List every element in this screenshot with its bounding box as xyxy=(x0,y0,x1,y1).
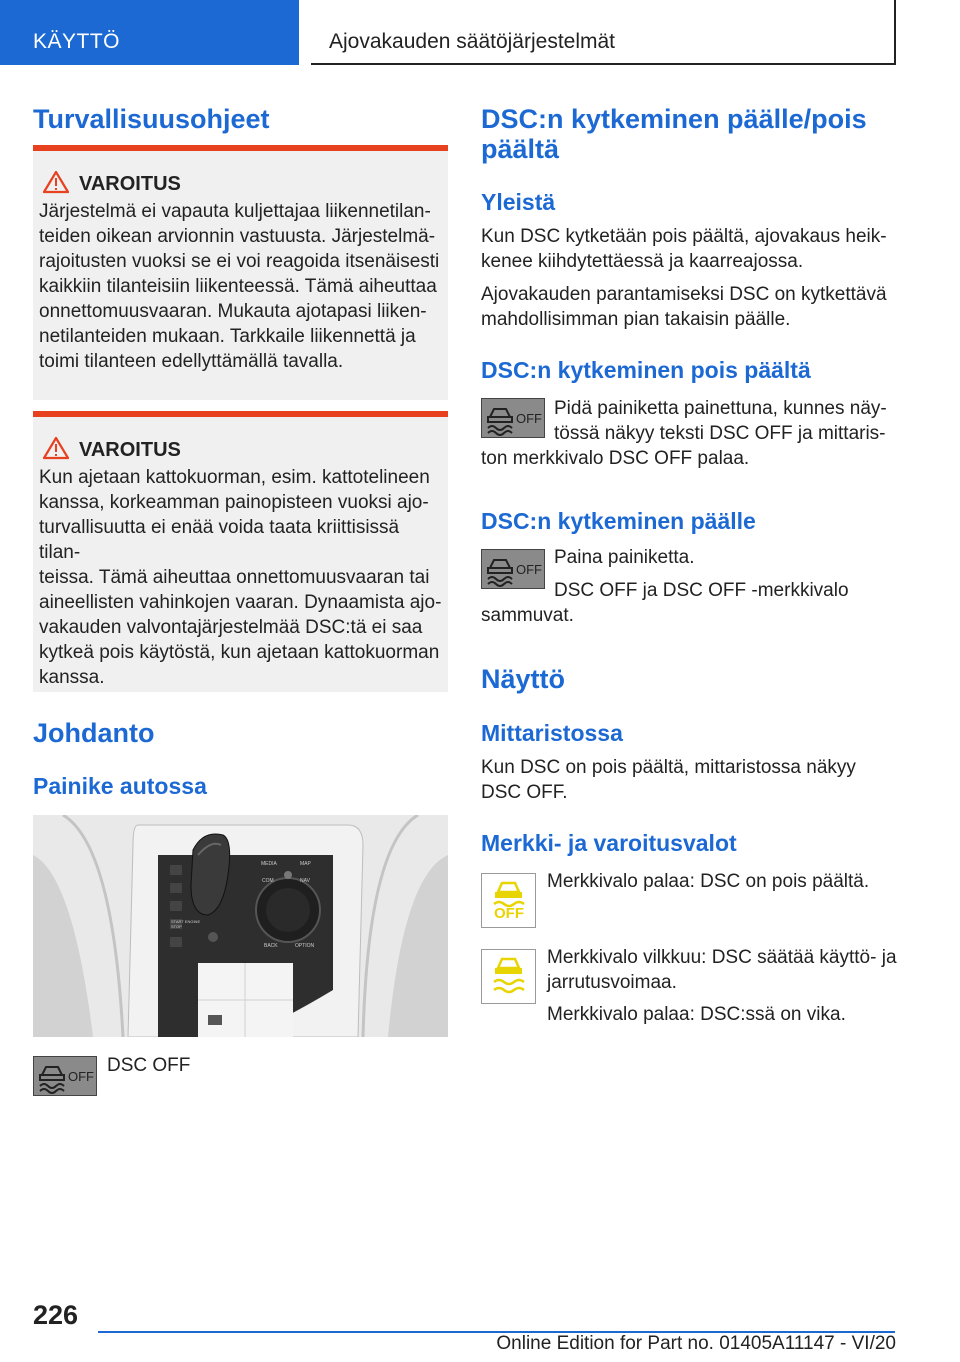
warning-1-line: rajoitusten vuoksi se ei voi reagoida itsenäisesti xyxy=(39,251,440,272)
header-chapter-label: Ajovakauden säätöjärjestelmät xyxy=(329,30,616,53)
dsc-off-button-icon-text: OFF xyxy=(516,411,542,426)
dsc-toggle-heading-line1: DSC:n kytkeminen päälle/pois xyxy=(481,104,867,134)
warning-1-line: toimi tilanteen edellyttämällä tavalla. xyxy=(39,351,344,372)
dsc-active-lamp-icon xyxy=(481,949,536,1004)
photo-label-option: OPTION xyxy=(295,943,315,949)
general-paragraph-1 xyxy=(481,224,896,274)
center-console-photo xyxy=(33,815,448,1037)
dsc-off-line-1: Pidä painiketta painettuna, kunnes näy- xyxy=(554,398,887,419)
photo-label-media: MEDIA xyxy=(261,861,277,867)
header-section-label: KÄYTTÖ xyxy=(33,30,121,53)
warning-1-body xyxy=(39,199,443,374)
warning-1-line: onnettomuusvaaran. Mukauta ajotapasi liiken- xyxy=(39,301,427,322)
general-heading: Yleistä xyxy=(481,189,556,215)
dsc-off-button-icon xyxy=(33,1056,97,1096)
dsc-on-heading: DSC:n kytkeminen päälle xyxy=(481,508,756,534)
photo-label-nav: NAV xyxy=(300,878,310,884)
text-line: Kun DSC kytketään pois päältä, ajovakaus heik- xyxy=(481,226,887,247)
lights-heading: Merkki- ja varoitusvalot xyxy=(481,830,737,856)
warning-2-line: turvallisuutta ei enää voida taata kriittisissä tilan- xyxy=(39,517,400,563)
warning-1-line: teiden oikean arvionnin vastuusta. Järjestelmä- xyxy=(39,226,436,247)
warning-triangle-icon xyxy=(43,436,69,460)
text-line: DSC OFF. xyxy=(481,782,568,803)
cluster-paragraph xyxy=(481,755,896,805)
warning-1-line: kaikkiin tilanteisiin liikenteessä. Tämä aiheuttaa xyxy=(39,276,437,297)
text-line: Ajovakauden parantamiseksi DSC on kytkettävä xyxy=(481,284,887,305)
photo-label-back: BACK xyxy=(264,943,278,949)
warning-2-line: vakauden valvontajärjestelmää DSC:tä ei saa xyxy=(39,617,423,638)
dsc-warning-light-icon xyxy=(482,950,535,1003)
warning-1-title: VAROITUS xyxy=(79,173,181,195)
edition-text: Online Edition for Part no. 01405A11147 - VI/20 xyxy=(496,1333,896,1354)
general-paragraph-2 xyxy=(481,282,896,332)
safety-heading: Turvallisuusohjeet xyxy=(33,104,270,134)
button-in-car-heading: Painike autossa xyxy=(33,773,207,799)
display-heading: Näyttö xyxy=(481,664,566,694)
light-1-text: Merkkivalo palaa: DSC on pois päältä. xyxy=(547,871,870,892)
warning-2-line: kanssa. xyxy=(39,667,105,688)
warning-2-line: Kun ajetaan kattokuorman, esim. kattotelineen xyxy=(39,467,430,488)
warning-2-line: kytkeä pois käytöstä, kun ajetaan kattokuorman xyxy=(39,642,440,663)
cluster-heading: Mittaristossa xyxy=(481,720,623,746)
dsc-off-button-icon xyxy=(481,398,545,438)
intro-heading: Johdanto xyxy=(33,718,155,748)
warning-triangle-icon xyxy=(43,170,69,194)
center-console-illustration xyxy=(33,815,448,1037)
photo-label-start-stop: START ENGINE STOP xyxy=(171,919,201,929)
dsc-on-line-3: sammuvat. xyxy=(481,605,574,626)
dsc-off-lamp-text: OFF xyxy=(494,905,524,922)
dsc-off-button-icon xyxy=(481,549,545,589)
page-number: 226 xyxy=(33,1300,79,1330)
text-line: mahdollisimman pian takaisin päälle. xyxy=(481,309,791,330)
warning-2-line: teissa. Tämä aiheuttaa onnettomuusvaaran tai xyxy=(39,567,430,588)
warning-2-body xyxy=(39,465,443,690)
dsc-off-caption: DSC OFF xyxy=(107,1055,191,1076)
dsc-off-line-2: tössä näkyy teksti DSC OFF ja mittaris- xyxy=(554,423,886,444)
warning-1-line: Järjestelmä ei vapauta kuljettajaa liikennetilan- xyxy=(39,201,431,222)
warning-box-2 xyxy=(33,411,448,692)
text-line: Kun DSC on pois päältä, mittaristossa näkyy xyxy=(481,757,856,778)
warning-2-line: kanssa, korkeamman painopisteen vuoksi ajo- xyxy=(39,492,429,513)
light-3-text: Merkkivalo palaa: DSC:ssä on vika. xyxy=(547,1004,846,1025)
warning-2-title: VAROITUS xyxy=(79,439,181,461)
header-chapter-tab xyxy=(311,0,896,65)
warning-1-line: netilanteiden mukaan. Tarkkaile liikennettä ja xyxy=(39,326,416,347)
dsc-off-button-icon-text: OFF xyxy=(516,562,542,577)
dsc-off-line-3: ton merkkivalo DSC OFF palaa. xyxy=(481,448,750,469)
dsc-off-button-icon-text: OFF xyxy=(68,1069,94,1084)
light-2-line-1: Merkkivalo vilkkuu: DSC säätää käyttö- ja xyxy=(547,947,897,968)
warning-box-1 xyxy=(33,145,448,400)
header-section-tab xyxy=(0,0,299,65)
light-2-line-2: jarrutusvoimaa. xyxy=(547,972,677,993)
photo-label-com: COM xyxy=(262,878,274,884)
warning-2-line: aineellisten vahinkojen vaaran. Dynaamista ajo- xyxy=(39,592,442,613)
dsc-on-line-1: Paina painiketta. xyxy=(554,547,695,568)
dsc-on-line-2: DSC OFF ja DSC OFF -merkkivalo xyxy=(554,580,849,601)
dsc-off-heading: DSC:n kytkeminen pois päältä xyxy=(481,357,811,383)
dsc-toggle-heading-line2: päältä xyxy=(481,134,560,164)
photo-label-map: MAP xyxy=(300,861,311,867)
dsc-off-lamp-icon xyxy=(481,873,536,928)
text-line: kenee kiihdytettäessä ja kaarreajossa. xyxy=(481,251,804,272)
